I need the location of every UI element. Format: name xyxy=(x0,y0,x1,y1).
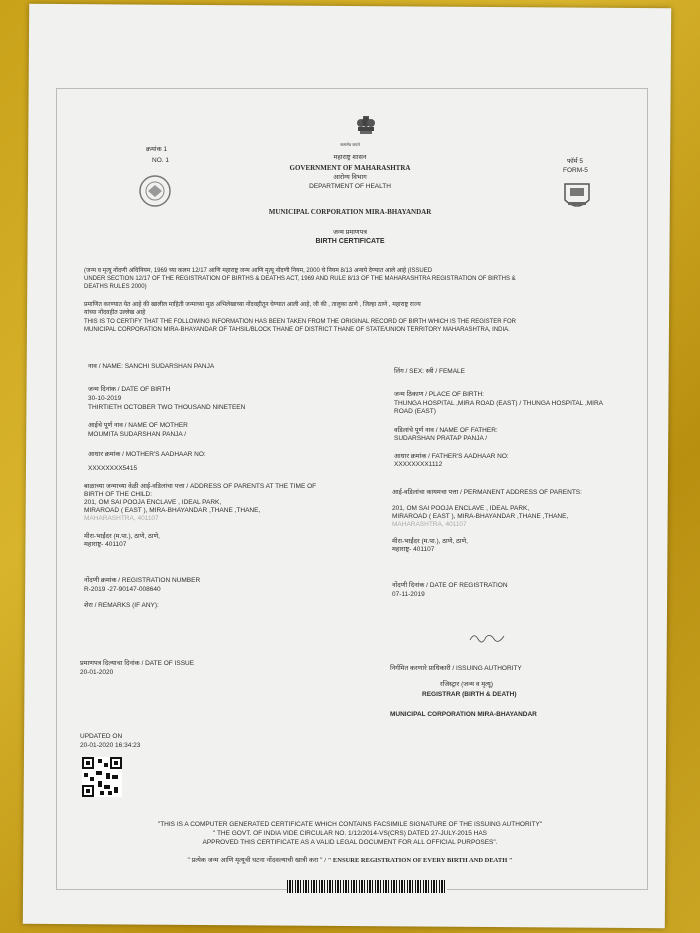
father-aadhaar-label: आधार क्रमांक / FATHER'S AADHAAR NO: xyxy=(394,453,509,460)
remarks: शेरा / REMARKS (IF ANY): xyxy=(84,602,159,609)
preamble-en-2: DEATHS RULES 2000) xyxy=(84,284,147,290)
address-at-birth-line2: MIRAROAD ( EAST ), MIRA-BHAYANDAR ,THANE ,THANE, xyxy=(84,507,261,514)
footer-line-1: "THIS IS A COMPUTER GENERATED CERTIFICATE WHICH CONTAINS FACSIMILE SIGNATURE OF THE ISSUING AUTHORITY" xyxy=(157,821,543,828)
signature-text xyxy=(474,622,484,630)
preamble-en-1: UNDER SECTION 12/17 OF THE REGISTRATION OF BIRTHS & DEATHS ACT, 1969 AND RULE 8/13 OF THE MAHARASHTRA REGISTRATION OF BIRTHS & xyxy=(84,276,516,282)
footer-line-2: " THE GOVT. OF INDIA VIDE CIRCULAR NO. 1/12/2014-VS(CRS) DATED 27-JULY-2015 HAS xyxy=(212,830,488,837)
address-at-birth-line1: 201, OM SAI POOJA ENCLAVE , IDEAL PARK, xyxy=(84,499,222,506)
address-at-birth-label: बाळाच्या जन्माच्या वेळी आई-वडिलांचा पत्ता / ADDRESS OF PARENTS AT THE TIME OF xyxy=(84,483,317,490)
state-name: GOVERNMENT OF MAHARASHTRA xyxy=(289,164,411,172)
registration-date-label: नोंदणी दिनांक / DATE OF REGISTRATION xyxy=(392,582,508,589)
signature-icon xyxy=(468,630,508,644)
permanent-address-line2: MIRAROAD ( EAST ), MIRA-BHAYANDAR ,THANE ,THANE, xyxy=(392,513,569,520)
dob-label: जन्म दिनांक / DATE OF BIRTH xyxy=(88,386,171,393)
form-label: FORM-5 xyxy=(563,167,588,174)
updated-on-label: UPDATED ON xyxy=(80,733,123,740)
father-aadhaar-value: XXXXXXXX1112 xyxy=(394,461,443,468)
state-name-mr: महाराष्ट्र शासन xyxy=(333,154,367,161)
permanent-address-line3: MAHARASHTRA, 401107 xyxy=(392,521,467,528)
preamble-mr-2: प्रमाणित करण्यात येत आहे की खालील माहिती जन्माच्या मूळ अभिलेखाच्या नोंदवहीतून घेण्यात आली आहे, जी की , तालुका ठाणे , जिल्हा ठाणे , महाराष्ट्र राज्य xyxy=(84,302,421,308)
registrar-title-mr: रजिस्ट्रार (जन्म व मृत्यू) xyxy=(440,681,493,688)
footer-line-4 xyxy=(0,857,700,865)
barcode-icon xyxy=(287,880,447,893)
address-at-birth-label-2: BIRTH OF THE CHILD: xyxy=(84,491,153,498)
permanent-address-line4: मीरा-भाईंदर (म.पा.), ठाणे, ठाणे, xyxy=(392,538,468,545)
emblem-caption: सत्यमेव जयते xyxy=(340,142,360,147)
national-emblem-icon xyxy=(355,114,377,140)
address-at-birth-line5: महाराष्ट्र- 401107 xyxy=(84,541,127,548)
permanent-address-label: आई-वडिलांचा कायमचा पत्ता / PERMANENT ADDRESS OF PARENTS: xyxy=(392,489,582,496)
preamble-en-3: THIS IS TO CERTIFY THAT THE FOLLOWING INFORMATION HAS BEEN TAKEN FROM THE ORIGINAL RECORD OF BIRTH WHICH IS THE REGISTER FOR xyxy=(84,319,516,325)
department-name: DEPARTMENT OF HEALTH xyxy=(309,183,391,190)
dob-value: 30-10-2019 xyxy=(88,395,122,402)
certificate-title: BIRTH CERTIFICATE xyxy=(315,238,385,245)
preamble-mr-3: यांच्या नोंदवहीत उल्लेख आहे xyxy=(84,310,146,316)
serial-number: NO. 1 xyxy=(152,157,169,164)
certificate-title-mr: जन्म प्रमाणपत्र xyxy=(333,229,367,236)
kramank-label: क्रमांक 1 xyxy=(146,146,167,153)
registration-date-value: 07-11-2019 xyxy=(392,591,425,598)
preamble-mr-1: (जन्म व मृत्यू नोंदणी अधिनियम, 1969 च्या कलम 12/17 आणि महाराष्ट्र जन्म आणि मृत्यू नोंदणी नियम, 2000 चे नियम 8/13 अन्वये देण्यात आले आहे (ISSUED xyxy=(84,268,433,274)
father-name: SUDARSHAN PRATAP PANJA / xyxy=(394,435,488,442)
address-at-birth-line4: मीरा-भाईंदर (म.पा.), ठाणे, ठाणे, xyxy=(84,533,160,540)
permanent-address-line1: 201, OM SAI POOJA ENCLAVE , IDEAL PARK, xyxy=(392,505,530,512)
pob-line2: ROAD (EAST) xyxy=(394,408,436,415)
registrar-title: REGISTRAR (BIRTH & DEATH) xyxy=(422,691,517,698)
mother-name: MOUMITA SUDARSHAN PANJA / xyxy=(88,431,186,438)
footer-line-4-en: / " ENSURE REGISTRATION OF EVERY BIRTH AND DEATH " xyxy=(324,857,513,864)
form-label-mr: फॉर्म 5 xyxy=(567,158,584,165)
issuing-authority-label: निर्गमित करणारे प्राधिकारी / ISSUING AUTHORITY xyxy=(390,665,522,672)
footer-line-3: APPROVED THIS CERTIFICATE AS A VALID LEGAL DOCUMENT FOR ALL OFFICIAL PURPOSES". xyxy=(202,839,498,846)
mother-label: आईचे पूर्ण नाव / NAME OF MOTHER xyxy=(88,422,188,429)
registration-number-value: R-2019 -27-90147-008640 xyxy=(84,586,161,593)
mother-aadhaar-label: आधार क्रमांक / MOTHER'S AADHAAR NO: xyxy=(88,451,206,458)
municipal-corporation-title: MUNICIPAL CORPORATION MIRA-BHAYANDAR xyxy=(268,208,432,216)
qr-code-icon xyxy=(82,757,122,797)
preamble-en-4: MUNICIPAL CORPORATION MIRA-BHAYANDAR OF TAHSIL/BLOCK THANE OF DISTRICT THANE OF STATE/UNION TERRITORY MAHARASHTRA, INDIA. xyxy=(84,327,510,333)
registration-number-label: नोंदणी क्रमांक / REGISTRATION NUMBER xyxy=(84,577,201,584)
address-at-birth-line3: MAHARASHTRA, 401107 xyxy=(84,515,159,522)
department-mr: आरोग्य विभाग xyxy=(333,174,367,181)
mother-aadhaar-value: XXXXXXXX5415 xyxy=(88,465,138,472)
permanent-address-line5: महाराष्ट्र- 401107 xyxy=(392,546,435,553)
child-sex: लिंग / SEX: स्त्री / FEMALE xyxy=(394,368,466,375)
father-label: वडिलांचे पूर्ण नाव / NAME OF FATHER: xyxy=(394,427,498,434)
child-name: नाव / NAME: SANCHI SUDARSHAN PANJA xyxy=(88,363,215,370)
date-of-issue-label: प्रमाणपत्र दिल्याचा दिनांक / DATE OF ISSUE xyxy=(80,660,195,667)
dob-words: THIRTIETH OCTOBER TWO THOUSAND NINETEEN xyxy=(88,404,246,411)
pob-label: जन्म ठिकाण / PLACE OF BIRTH: xyxy=(394,391,484,398)
footer-line-4-mr: " प्रत्येक जन्म आणि मृत्यूची घटना नोंदवल्याची खात्री करा " xyxy=(187,857,323,864)
issuing-authority-org: MUNICIPAL CORPORATION MIRA-BHAYANDAR xyxy=(390,711,537,718)
date-of-issue-value: 20-01-2020 xyxy=(80,669,114,676)
updated-on-value: 20-01-2020 16:34:23 xyxy=(80,742,141,749)
pob-line1: THUNGA HOSPITAL ,MIRA ROAD (EAST) / THUNGA HOSPITAL ,MIRA xyxy=(394,400,603,407)
